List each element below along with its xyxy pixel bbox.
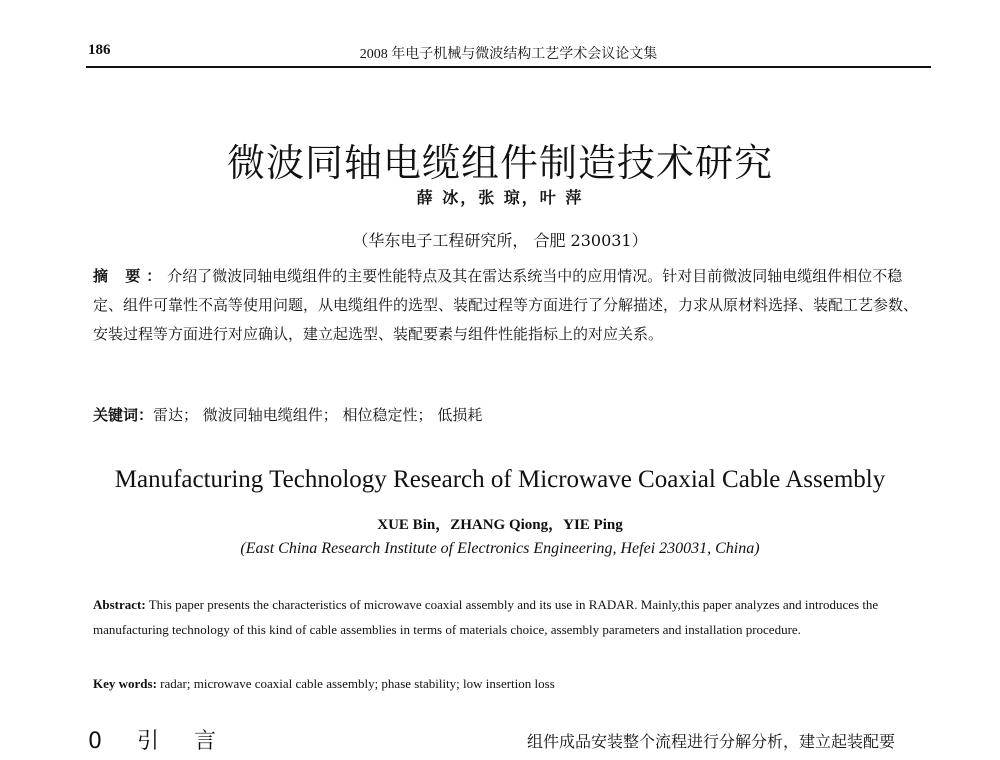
section-heading: 0 引 言 xyxy=(88,729,230,754)
abstract-english-label: Abstract: xyxy=(93,597,146,612)
abstract-chinese-text: 介绍了微波同轴电缆组件的主要性能特点及其在雷达系统当中的应用情况。针对目前微波同轴电缆组件相位不稳定、组件可靠性不高等使用问题，从电缆组件的选型、装配过程等方面进行了分解描述，力求从原材料选择、装配工艺参数、安装过程等方面进行对应确认，建立起选型、装配要素与组件性能指标上的对应关系。 xyxy=(93,267,919,343)
keywords-english-text: radar; microwave coaxial cable assembly; phase stability; low insertion loss xyxy=(160,676,555,691)
page-number: 186 xyxy=(88,42,111,58)
abstract-chinese-label: 摘 要： xyxy=(93,267,168,285)
abstract-chinese xyxy=(93,262,925,349)
body-text-snippet: 组件成品安装整个流程进行分解分析，建立起装配要 xyxy=(527,732,896,751)
authors-chinese: 薛 冰，张 琼，叶 萍 xyxy=(416,188,584,207)
title-english: Manufacturing Technology Research of Microwave Coaxial Cable Assembly xyxy=(114,466,886,493)
keywords-chinese-text: 雷达； 微波同轴电缆组件； 相位稳定性； 低损耗 xyxy=(153,406,483,424)
abstract-english xyxy=(93,592,923,642)
affiliation-chinese: （华东电子工程研究所， 合肥 230031） xyxy=(352,231,648,250)
page-header xyxy=(86,36,931,68)
keywords-chinese xyxy=(93,404,925,425)
title-chinese: 微波同轴电缆组件制造技术研究 xyxy=(226,141,773,185)
running-title: 2008 年电子机械与微波结构工艺学术会议论文集 xyxy=(359,47,658,62)
authors-english: XUE Bin，ZHANG Qiong，YIE Ping xyxy=(377,517,623,533)
affiliation-english: (East China Research Institute of Electronics Engineering, Hefei 230031, China) xyxy=(240,540,760,557)
abstract-english-text: This paper presents the characteristics of microwave coaxial assembly and its use in RADAR. Mainly,this paper analyzes and introduces the manufacturing technology of this kind of cable assemblies in terms of materials choice, assembly parameters and installation procedure. xyxy=(93,597,879,637)
keywords-english-label: Key words: xyxy=(93,676,157,691)
keywords-chinese-label: 关键词： xyxy=(93,406,154,424)
keywords-english xyxy=(93,676,923,692)
